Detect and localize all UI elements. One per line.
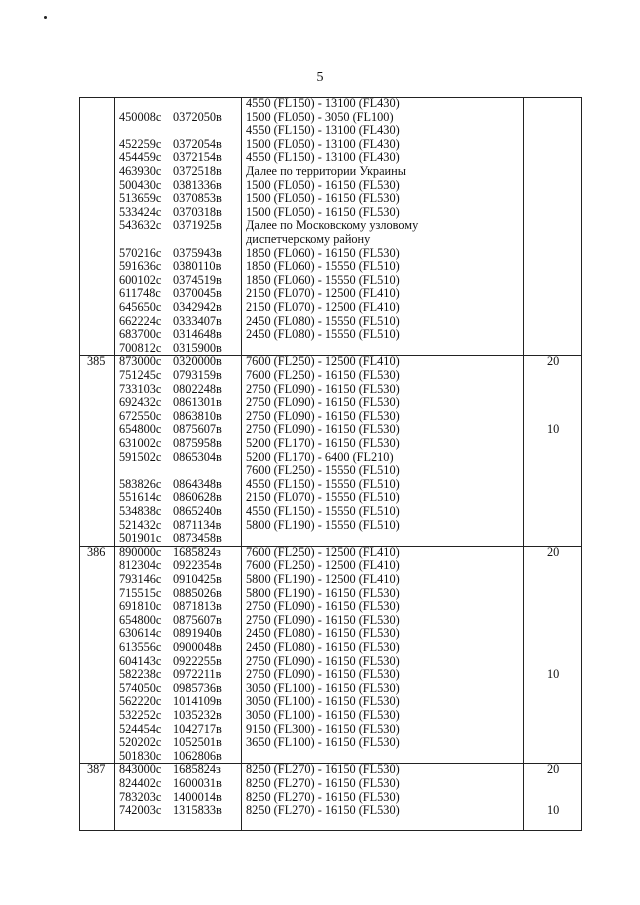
longitude-cell: 0374519в (173, 272, 222, 287)
altitude-range-cell: 7600 (FL250) - 15550 (FL510) (246, 463, 400, 478)
altitude-range-cell: 1500 (FL050) - 3050 (FL100) (246, 109, 394, 124)
longitude-cell: 0320000в (173, 354, 222, 369)
latitude-cell: 890000с (119, 544, 162, 559)
altitude-range-cell: 8250 (FL270) - 16150 (FL530) (246, 803, 400, 818)
altitude-range-cell: 1850 (FL060) - 15550 (FL510) (246, 259, 400, 274)
longitude-cell: 0865304в (173, 449, 222, 464)
latitude-cell: 873000с (119, 354, 162, 369)
route-number: 387 (87, 762, 106, 777)
longitude-cell: 0865240в (173, 504, 222, 518)
latitude-cell: 450008с (119, 109, 162, 124)
latitude-cell: 812304с (119, 558, 162, 573)
altitude-range-cell: 2750 (FL090) - 16150 (FL530) (246, 599, 400, 614)
altitude-range-cell: 5200 (FL170) - 16150 (FL530) (246, 436, 400, 450)
altitude-range-cell: 2450 (FL080) - 16150 (FL530) (246, 640, 400, 654)
longitude-cell: 0372518в (173, 164, 222, 178)
longitude-cell: 0370045в (173, 286, 222, 301)
latitude-cell: 582238с (119, 667, 162, 682)
latitude-cell: 500430с (119, 177, 162, 192)
table-divider-coordinates (241, 97, 242, 831)
altitude-range-cell: 2750 (FL090) - 16150 (FL530) (246, 612, 400, 627)
altitude-range-cell: 7600 (FL250) - 16150 (FL530) (246, 368, 400, 382)
longitude-cell: 0333407в (173, 313, 222, 328)
altitude-range-cell: 1500 (FL050) - 16150 (FL530) (246, 204, 400, 219)
longitude-cell: 0371925в (173, 218, 222, 233)
longitude-cell: 0885026в (173, 585, 222, 600)
table-border-left (79, 97, 80, 831)
altitude-range-cell: 5200 (FL170) - 6400 (FL210) (246, 449, 394, 464)
longitude-cell: 0871813в (173, 599, 222, 614)
altitude-range-cell: диспетчерскому району (246, 232, 371, 246)
altitude-range-cell: 2450 (FL080) - 15550 (FL510) (246, 313, 400, 328)
longitude-cell: 0315900в (173, 340, 222, 355)
longitude-cell: 0873458в (173, 531, 222, 546)
altitude-range-cell: 3650 (FL100) - 16150 (FL530) (246, 735, 400, 750)
altitude-range-cell: 1500 (FL050) - 13100 (FL430) (246, 136, 400, 151)
altitude-range-cell: 1850 (FL060) - 16150 (FL530) (246, 245, 400, 260)
page-number: 5 (316, 70, 324, 85)
width-value-cell: 10 (547, 667, 560, 682)
latitude-cell: 700812с (119, 340, 162, 355)
longitude-cell: 1042717в (173, 721, 222, 736)
longitude-cell: 0972211в (173, 667, 222, 682)
longitude-cell: 0314648в (173, 327, 222, 342)
latitude-cell: 613556с (119, 640, 162, 654)
longitude-cell: 0875958в (173, 436, 222, 450)
latitude-cell: 793146с (119, 572, 162, 586)
longitude-cell: 0370318в (173, 204, 222, 219)
longitude-cell: 0875607в (173, 612, 222, 627)
latitude-cell: 463930с (119, 164, 162, 178)
width-value-cell: 10 (547, 422, 560, 437)
width-value-cell: 10 (547, 803, 560, 818)
latitude-cell: 532252с (119, 708, 162, 722)
latitude-cell: 843000с (119, 762, 162, 777)
longitude-cell: 0370853в (173, 191, 222, 206)
table-divider-number (114, 97, 115, 831)
width-value-cell: 20 (547, 762, 560, 777)
longitude-cell: 0380110в (173, 259, 222, 274)
longitude-cell: 0860628в (173, 490, 222, 505)
altitude-range-cell: 8250 (FL270) - 16150 (FL530) (246, 776, 400, 790)
longitude-cell: 0985736в (173, 680, 222, 695)
latitude-cell: 604143с (119, 653, 162, 668)
altitude-range-cell: Далее по территории Украины (246, 164, 406, 178)
latitude-cell: 452259с (119, 136, 162, 151)
latitude-cell: 645650с (119, 300, 162, 314)
latitude-cell: 501830с (119, 748, 162, 763)
longitude-cell: 0802248в (173, 381, 222, 396)
latitude-cell: 611748с (119, 286, 161, 301)
width-value-cell: 20 (547, 544, 560, 559)
longitude-cell: 0875607в (173, 422, 222, 437)
longitude-cell: 0372050в (173, 109, 222, 124)
latitude-cell: 574050с (119, 680, 162, 695)
longitude-cell: 1685824з (173, 544, 221, 559)
latitude-cell: 683700с (119, 327, 162, 342)
altitude-range-cell: 7600 (FL250) - 12500 (FL410) (246, 354, 400, 369)
latitude-cell: 654800с (119, 422, 162, 437)
longitude-cell: 1400014в (173, 789, 222, 804)
longitude-cell: 1035232в (173, 708, 222, 722)
latitude-cell: 751245с (119, 368, 162, 382)
latitude-cell: 591636с (119, 259, 162, 274)
longitude-cell: 0372054в (173, 136, 222, 151)
latitude-cell: 600102с (119, 272, 162, 287)
latitude-cell: 501901с (119, 531, 162, 546)
latitude-cell: 824402с (119, 776, 162, 790)
altitude-range-cell: 5800 (FL190) - 12500 (FL410) (246, 572, 400, 586)
altitude-range-cell: 8250 (FL270) - 16150 (FL530) (246, 762, 400, 777)
altitude-range-cell: 4550 (FL150) - 15550 (FL510) (246, 504, 400, 518)
latitude-cell: 691810с (119, 599, 162, 614)
altitude-range-cell: 2150 (FL070) - 12500 (FL410) (246, 300, 400, 314)
latitude-cell: 513659с (119, 191, 162, 206)
table-border-bottom (79, 830, 582, 831)
longitude-cell: 0922354в (173, 558, 222, 573)
latitude-cell: 742003с (119, 803, 162, 818)
latitude-cell: 591502с (119, 449, 162, 464)
altitude-range-cell: 4550 (FL150) - 13100 (FL430) (246, 150, 400, 165)
table-divider-altitudes (523, 97, 524, 831)
latitude-cell: 662224с (119, 313, 162, 328)
altitude-range-cell: 2450 (FL080) - 15550 (FL510) (246, 327, 400, 342)
longitude-cell: 0863810в (173, 408, 222, 423)
altitude-range-cell: 4550 (FL150) - 13100 (FL430) (246, 96, 400, 110)
altitude-range-cell: 1500 (FL050) - 16150 (FL530) (246, 177, 400, 192)
longitude-cell: 0922255в (173, 653, 222, 668)
latitude-cell: 733103с (119, 381, 162, 396)
latitude-cell: 551614с (119, 490, 162, 505)
latitude-cell: 524454с (119, 721, 162, 736)
latitude-cell: 534838с (119, 504, 162, 518)
longitude-cell: 1052501в (173, 735, 222, 750)
longitude-cell: 0864348в (173, 476, 222, 491)
altitude-range-cell: Далее по Московскому узловому (246, 218, 419, 233)
altitude-range-cell: 2750 (FL090) - 16150 (FL530) (246, 653, 400, 668)
latitude-cell: 543632с (119, 218, 162, 233)
longitude-cell: 0871134в (173, 517, 222, 532)
longitude-cell: 0375943в (173, 245, 222, 260)
longitude-cell: 0342942в (173, 300, 222, 314)
longitude-cell: 0891940в (173, 626, 222, 641)
longitude-cell: 0861301в (173, 395, 222, 410)
altitude-range-cell: 3050 (FL100) - 16150 (FL530) (246, 694, 400, 709)
altitude-range-cell: 9150 (FL300) - 16150 (FL530) (246, 721, 400, 736)
longitude-cell: 0910425в (173, 572, 222, 586)
longitude-cell: 1315833в (173, 803, 222, 818)
altitude-range-cell: 4550 (FL150) - 15550 (FL510) (246, 476, 400, 491)
altitude-range-cell: 2750 (FL090) - 16150 (FL530) (246, 667, 400, 682)
latitude-cell: 562220с (119, 694, 162, 709)
longitude-cell: 1685824з (173, 762, 221, 777)
altitude-range-cell: 2450 (FL080) - 16150 (FL530) (246, 626, 400, 641)
latitude-cell: 454459с (119, 150, 162, 165)
longitude-cell: 0900048в (173, 640, 222, 654)
altitude-range-cell: 2750 (FL090) - 16150 (FL530) (246, 408, 400, 423)
longitude-cell: 1062806в (173, 748, 222, 763)
longitude-cell: 0372154в (173, 150, 222, 165)
longitude-cell: 1014109в (173, 694, 222, 709)
altitude-range-cell: 2750 (FL090) - 16150 (FL530) (246, 422, 400, 437)
altitude-range-cell: 1500 (FL050) - 16150 (FL530) (246, 191, 400, 206)
altitude-range-cell: 4550 (FL150) - 13100 (FL430) (246, 123, 400, 138)
route-table (79, 97, 582, 831)
latitude-cell: 672550с (119, 408, 162, 423)
longitude-cell: 0793159в (173, 368, 222, 382)
longitude-cell: 1600031в (173, 776, 222, 790)
latitude-cell: 631002с (119, 436, 162, 450)
latitude-cell: 692432с (119, 395, 162, 410)
latitude-cell: 654800с (119, 612, 162, 627)
altitude-range-cell: 3050 (FL100) - 16150 (FL530) (246, 708, 400, 722)
latitude-cell: 583826с (119, 476, 162, 491)
latitude-cell: 715515с (119, 585, 162, 600)
altitude-range-cell: 7600 (FL250) - 12500 (FL410) (246, 558, 400, 573)
longitude-cell: 0381336в (173, 177, 222, 192)
altitude-range-cell: 2750 (FL090) - 16150 (FL530) (246, 395, 400, 410)
altitude-range-cell: 2150 (FL070) - 15550 (FL510) (246, 490, 400, 505)
altitude-range-cell: 2750 (FL090) - 16150 (FL530) (246, 381, 400, 396)
latitude-cell: 521432с (119, 517, 162, 532)
route-number: 385 (87, 354, 106, 369)
altitude-range-cell: 8250 (FL270) - 16150 (FL530) (246, 789, 400, 804)
latitude-cell: 630614с (119, 626, 162, 641)
scan-speck (44, 16, 47, 19)
latitude-cell: 570216с (119, 245, 162, 260)
altitude-range-cell: 1850 (FL060) - 15550 (FL510) (246, 272, 400, 287)
latitude-cell: 520202с (119, 735, 162, 750)
latitude-cell: 783203с (119, 789, 162, 804)
altitude-range-cell: 5800 (FL190) - 16150 (FL530) (246, 585, 400, 600)
altitude-range-cell: 2150 (FL070) - 12500 (FL410) (246, 286, 400, 301)
table-border-right (581, 97, 582, 831)
width-value-cell: 20 (547, 354, 560, 369)
route-number: 386 (87, 544, 106, 559)
altitude-range-cell: 3050 (FL100) - 16150 (FL530) (246, 680, 400, 695)
latitude-cell: 533424с (119, 204, 162, 219)
altitude-range-cell: 5800 (FL190) - 15550 (FL510) (246, 517, 400, 532)
altitude-range-cell: 7600 (FL250) - 12500 (FL410) (246, 544, 400, 559)
